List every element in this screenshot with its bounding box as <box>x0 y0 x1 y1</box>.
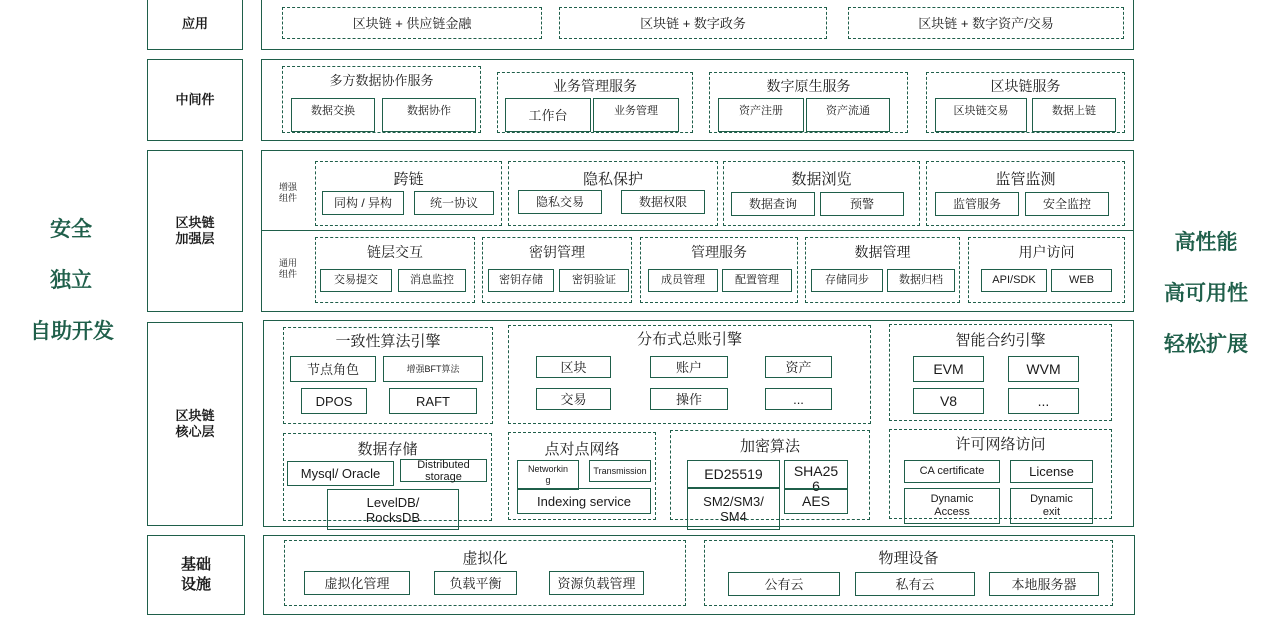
enhance-divider <box>261 230 1134 231</box>
core-item-networking: Networkin g <box>517 460 579 490</box>
common-item-web: WEB <box>1051 269 1112 292</box>
side-label-high-performance: 高性能 <box>1174 231 1238 254</box>
enhanced-title-cross-chain: 跨链 <box>393 171 424 188</box>
middleware-item-asset-circulation: 资产流通 <box>806 98 890 132</box>
side-label-independent: 独立 <box>50 269 92 292</box>
core-item-dpos: DPOS <box>301 388 367 414</box>
infra-item-public-cloud: 公有云 <box>728 572 840 596</box>
core-item-enhanced-bft: 增强BFT算法 <box>383 356 483 382</box>
enhanced-item-unified-protocol: 统一协议 <box>414 191 494 215</box>
common-item-key-storage: 密钥存储 <box>488 269 554 292</box>
core-item-evm: EVM <box>913 356 984 382</box>
middleware-title-digital-native: 数字原生服务 <box>766 78 851 94</box>
layer-label-application: 应用 <box>147 0 243 50</box>
infra-item-private-cloud: 私有云 <box>855 572 975 596</box>
core-item-block: 区块 <box>536 356 611 378</box>
core-item-distributed-storage: Distributed storage <box>400 459 487 482</box>
common-item-storage-sync: 存储同步 <box>811 269 883 292</box>
middleware-title-business-management: 业务管理服务 <box>553 78 637 94</box>
layer-label-infrastructure: 基础 设施 <box>147 535 245 615</box>
enhanced-title-data-browsing: 数据浏览 <box>791 171 852 188</box>
side-label-self-development: 自助开发 <box>30 320 114 343</box>
middleware-title-data-collaboration: 多方数据协作服务 <box>329 73 434 88</box>
common-item-member-management: 成员管理 <box>648 269 718 292</box>
app-item-digital-asset-trading: 区块链 + 数字资产/交易 <box>848 7 1124 39</box>
common-title-management-service: 管理服务 <box>691 244 747 260</box>
common-item-transaction-submit: 交易提交 <box>320 269 392 292</box>
enhanced-item-early-warning: 预警 <box>820 192 904 216</box>
middleware-item-data-exchange: 数据交换 <box>291 98 375 132</box>
core-item-raft: RAFT <box>389 388 477 414</box>
core-item-contract-more: ... <box>1008 388 1079 414</box>
infra-title-virtualization: 虚拟化 <box>462 550 508 567</box>
middleware-item-data-cooperation: 数据协作 <box>382 98 476 132</box>
core-item-transaction: 交易 <box>536 388 611 410</box>
middleware-title-blockchain-service: 区块链服务 <box>990 78 1061 94</box>
common-item-data-archive: 数据归档 <box>887 269 955 292</box>
core-item-leveldb-rocksdb: LevelDB/ RocksDB <box>327 489 459 530</box>
infra-item-load-balancing: 负载平衡 <box>434 571 517 595</box>
common-components-label: 通用 组件 <box>278 258 297 279</box>
core-item-v8: V8 <box>913 388 984 414</box>
infra-item-resource-load-management: 资源负载管理 <box>549 571 644 595</box>
enhanced-item-security-monitoring: 安全监控 <box>1025 192 1109 216</box>
enhanced-item-homo-hetero: 同构 / 异构 <box>322 191 404 215</box>
core-item-account: 账户 <box>650 356 728 378</box>
core-item-wvm: WVM <box>1008 356 1079 382</box>
common-title-data-management: 数据管理 <box>854 244 911 260</box>
common-title-key-management: 密钥管理 <box>529 244 585 260</box>
core-title-ledger: 分布式总账引擎 <box>636 331 742 348</box>
core-title-permissioned-access: 许可网络访问 <box>955 436 1046 453</box>
middleware-item-asset-registration: 资产注册 <box>718 98 804 132</box>
core-item-dynamic-access: Dynamic Access <box>904 488 1000 524</box>
layer-label-enhance: 区块链 加强层 <box>147 150 243 312</box>
common-item-api-sdk: API/SDK <box>981 269 1047 292</box>
core-title-consensus: 一致性算法引擎 <box>335 333 441 350</box>
layer-label-middleware: 中间件 <box>147 59 243 141</box>
common-title-user-access: 用户访问 <box>1018 244 1075 260</box>
middleware-item-blockchain-transaction: 区块链交易 <box>935 98 1027 132</box>
core-item-asset: 资产 <box>765 356 832 378</box>
core-title-p2p-network: 点对点网络 <box>544 441 620 458</box>
enhanced-item-supervision-service: 监管服务 <box>935 192 1019 216</box>
enhanced-title-supervision: 监管监测 <box>995 171 1056 188</box>
core-item-node-role: 节点角色 <box>290 356 376 382</box>
core-item-ed25519: ED25519 <box>687 460 780 488</box>
middleware-item-data-on-chain: 数据上链 <box>1032 98 1116 132</box>
enhanced-item-data-permission: 数据权限 <box>621 190 705 214</box>
layer-label-core: 区块链 核心层 <box>147 322 243 526</box>
core-title-cryptography: 加密算法 <box>739 438 800 455</box>
core-item-indexing-service: Indexing service <box>517 488 651 514</box>
core-item-operation: 操作 <box>650 388 728 410</box>
common-title-chain-interaction: 链层交互 <box>367 244 423 260</box>
middleware-item-workbench: 工作台 <box>505 98 591 132</box>
enhanced-components-label: 增强 组件 <box>278 182 297 203</box>
core-title-smart-contract: 智能合约引擎 <box>955 332 1046 349</box>
app-item-digital-government: 区块链 + 数字政务 <box>559 7 827 39</box>
enhanced-item-private-transaction: 隐私交易 <box>518 190 602 214</box>
side-label-high-availability: 高可用性 <box>1164 282 1248 305</box>
app-item-supply-chain-finance: 区块链 + 供应链金融 <box>282 7 542 39</box>
infra-item-local-server: 本地服务器 <box>989 572 1099 596</box>
core-item-license: License <box>1010 460 1093 483</box>
common-item-config-management: 配置管理 <box>722 269 792 292</box>
side-label-security: 安全 <box>50 218 92 241</box>
middleware-item-business-management: 业务管理 <box>593 98 679 132</box>
core-item-ca-certificate: CA certificate <box>904 460 1000 483</box>
enhanced-title-privacy: 隐私保护 <box>582 171 643 188</box>
infra-title-physical-devices: 物理设备 <box>878 550 939 567</box>
core-item-ledger-more: ... <box>765 388 832 410</box>
core-item-sm2-sm3-sm4: SM2/SM3/ SM4 <box>687 488 780 530</box>
core-item-transmission: Transmission <box>589 460 651 482</box>
infra-item-virtualization-management: 虚拟化管理 <box>304 571 410 595</box>
core-item-dynamic-exit: Dynamic exit <box>1010 488 1093 524</box>
core-item-aes: AES <box>784 488 848 514</box>
side-label-easy-scaling: 轻松扩展 <box>1164 333 1248 356</box>
common-item-key-verification: 密钥验证 <box>559 269 629 292</box>
common-item-message-monitoring: 消息监控 <box>398 269 466 292</box>
core-item-mysql-oracle: Mysql/ Oracle <box>287 461 394 486</box>
core-item-sha256: SHA25 6 <box>784 460 848 490</box>
enhanced-item-data-query: 数据查询 <box>731 192 815 216</box>
core-title-data-storage: 数据存储 <box>357 441 418 458</box>
